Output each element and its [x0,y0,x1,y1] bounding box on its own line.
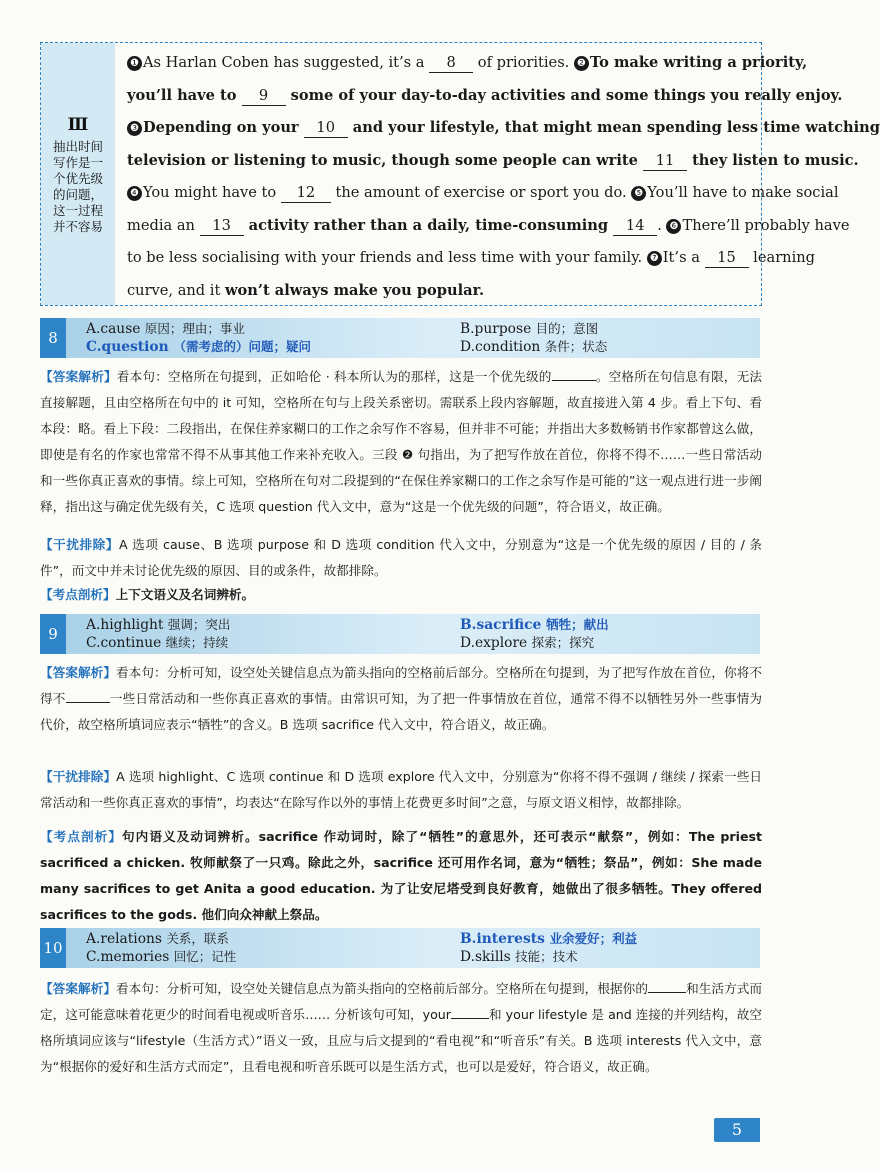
answer-blank [552,368,596,381]
option-d: D.condition 条件；状态 [460,339,608,355]
option-a: A.relations 关系，联系 [86,931,229,947]
q8-distractor-analysis: 【干扰排除】A 选项 cause、B 选项 purpose 和 D 选项 condition 代入文中，分别意为“这是一个优先级的原因 / 目的 / 条件”，而文中并未讨论优先级的原因、目的或条件，故都排除。 [40,537,763,578]
sentence-marker: ❹ [127,186,142,201]
blank-8: 8 [429,54,473,73]
q8-answer-analysis: 【答案解析】看本句：空格所在句提到，正如哈伦 · 科本所认为的那样，这是一个优先级的 。空格所在句信息有限，无法直接解题，且由空格所在句中的 it 可知，空格所在句与上段关系密切。需联系上段内容解题，故直接进入第 4 步。看上下句、看本段：略。看上下段：二段指出，在保住养家糊口的工作之余写作不容易，但并非不可能；并指出大多数畅销书作家都曾这么做，即使是有名的作家也常常不得不从事其他工作来补充收入。三段 ❷ 句指出，为了把写作放在首位，你将不得不……一些日常活动和一些你真正喜欢的事情。综上可知，空格所在句对二段提到的“在保住养家糊口的工作之余写作是可能的”这一观点进行进一步阐释，指出这与确定优先级有关，C 选项 question 代入文中，意为“这是一个优先级的问题”，符合语义，故正确。 [40,369,763,514]
option-c-correct: C.question （需考虑的）问题；疑问 [86,339,311,355]
answer-blank [648,980,686,993]
question-9-options [40,614,760,654]
section-side-panel [41,43,115,305]
option-c: C.continue 继续；持续 [86,635,229,651]
blank-10: 10 [304,119,348,138]
question-10-options [40,928,760,968]
passage-line: curve, and it won’t always make you popular. [127,281,485,299]
question-8-options [40,318,760,358]
passage-box [40,42,880,306]
sentence-marker: ❸ [127,121,142,136]
passage-line: television or listening to music, though some people can write 11 they listen to music. [127,151,859,169]
passage-line: ❸ Depending on your 10 and your lifestyle, that might mean spending less time watching [127,112,757,145]
sentence-marker: ❶ [127,56,142,71]
question-number: 9 [40,614,66,654]
passage-line: you’ll have to 9 some of your day-to-day activities and some things you really enjoy. [127,86,843,104]
option-d: D.skills 技能；技术 [460,949,578,965]
passage-line: to be less socialising with your friends and less time with your family. ❼ It’s a 15 learning [127,249,815,266]
blank-9: 9 [242,87,286,106]
section-side-text: 抽出时间 写作是一 个优先级 的问题， 这一过程 并不容易 [52,139,103,234]
option-b: B.purpose 目的；意图 [460,321,599,337]
option-a: A.cause 原因；理由；事业 [86,321,245,337]
blank-14: 14 [613,217,657,236]
answer-blank [451,1006,489,1019]
q9-point-analysis: 【考点剖析】句内语义及动词辨析。sacrifice 作动词时，除了“牺牲”的意思外，还可表示“献祭”，例如：The priest sacrificed a chicken. 牧师献祭了一只鸡。除此之外，sacrifice 还可用作名词，意为“牺牲；祭品”，例如：She made many sacrifices to get Anita a good education. 为了让安尼塔受到良好教育，她做出了很多牺牲。They offered sacrifices to the gods. 他们向众神献上祭品。 [40,829,762,922]
question-number: 8 [40,318,66,358]
blank-15: 15 [705,249,749,268]
q9-distractor-analysis: 【干扰排除】A 选项 highlight、C 选项 continue 和 D 选项 explore 代入文中，分别意为“你将不得不强调 / 继续 / 探索一些日常活动和一些你真正喜欢的事情”，均表达“在除写作以外的事情上花费更多时间”之意，与原文语义相悖，故都排除。 [40,769,762,810]
sentence-marker: ❷ [574,56,589,71]
section-roman-numeral: Ⅲ [67,115,89,135]
passage-line: ❹ You might have to 12 the amount of exercise or sport you do. ❺ You’ll have to make social [127,177,757,210]
passage-line: ❶ As Harlan Coben has suggested, it’s a 8 of priorities. ❷ To make writing a priority, [127,47,757,80]
option-d: D.explore 探索；探究 [460,635,595,651]
q9-answer-analysis: 【答案解析】看本句：分析可知，设空处关键信息点为箭头指向的空格前后部分。空格所在句提到，为了把写作放在首位，你将不得不 一些日常活动和一些你真正喜欢的事情。由常识可知，为了把一件事情放在首位，通常不得不以牺牲另外一些事情为代价，故空格所填词应表示“牺牲”的含义。B 选项 sacrifice 代入文中，符合语义，故正确。 [40,665,763,732]
blank-11: 11 [643,152,687,171]
answer-blank [66,690,110,703]
sentence-marker: ❺ [631,186,646,201]
passage-text [127,47,880,307]
option-b-correct: B.sacrifice 牺牲；献出 [460,617,609,633]
passage-line: media an 13 activity rather than a daily, time-consuming 14 . ❻ There’ll probably have [127,216,850,234]
sentence-marker: ❼ [647,251,662,266]
blank-13: 13 [200,217,244,236]
page-number: 5 [714,1118,760,1142]
option-a: A.highlight 强调；突出 [86,617,231,633]
option-b-correct: B.interests 业余爱好；利益 [460,931,638,947]
sentence-marker: ❻ [666,219,681,234]
option-c: C.memories 回忆；记性 [86,949,237,965]
blank-12: 12 [281,184,331,203]
q8-point-analysis: 【考点剖析】上下文语义及名词辨析。 [40,587,255,602]
question-number: 10 [40,928,66,968]
q10-answer-analysis: 【答案解析】看本句：分析可知，设空处关键信息点为箭头指向的空格前后部分。空格所在句提到，根据你的 和生活方式而定，这可能意味着花更少的时间看电视或听音乐…… 分析该句可知，your 和 your lifestyle 是 and 连接的并列结构，故空格所填词应该与“lifestyle（生活方式）”语义一致，且应与后文提到的“看电视”和“听音乐”有关。B 选项 interests 代入文中，意为“根据你的爱好和生活方式而定”，且看电视和听音乐既可以是生活方式，也可以是爱好，符合语义，故正确。 [40,981,763,1074]
